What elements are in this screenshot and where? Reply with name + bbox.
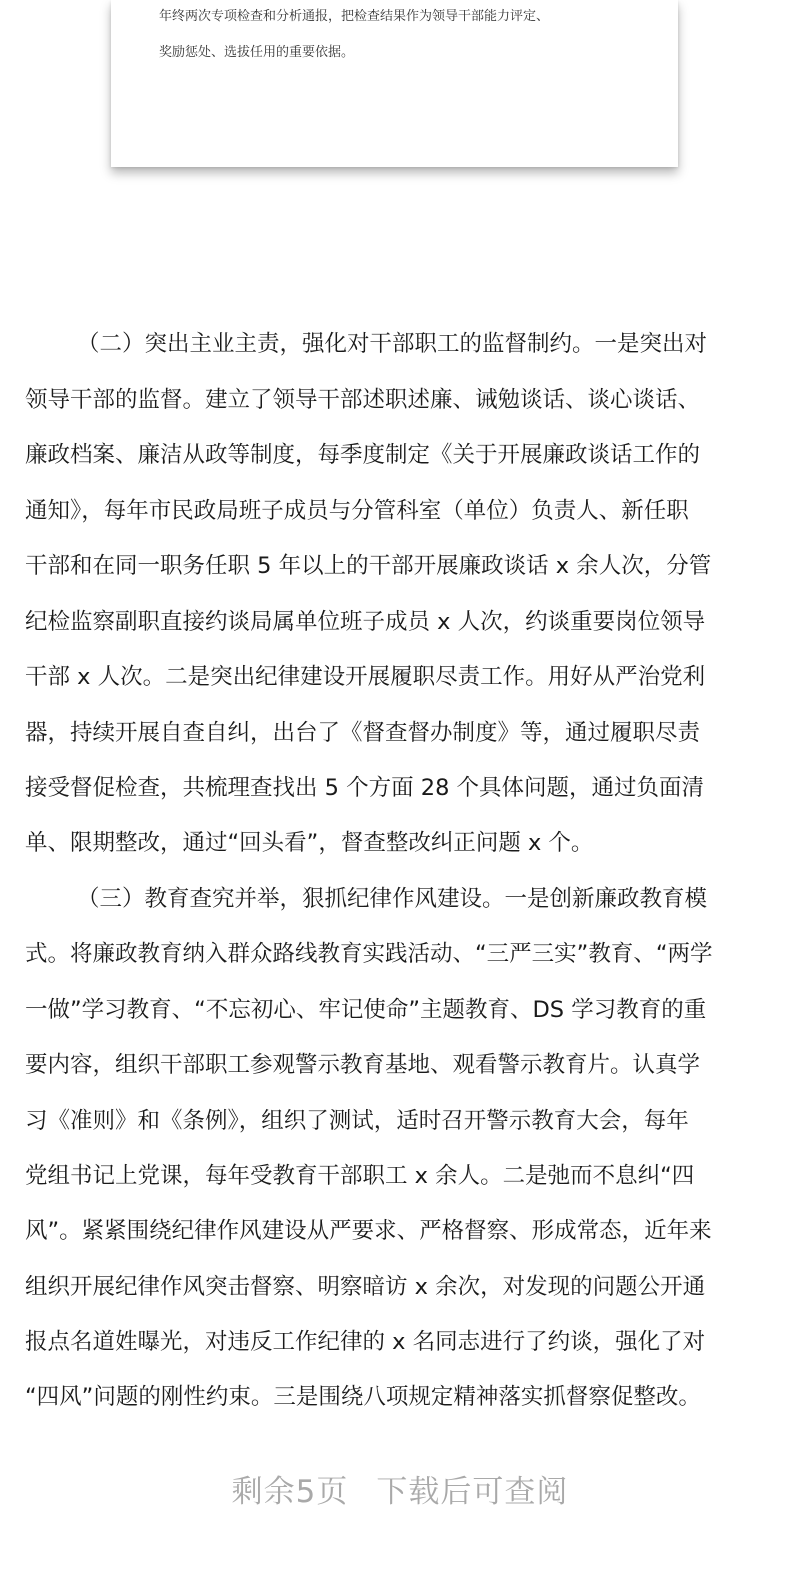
paragraph-line: （二）突出主业主责，强化对干部职工的监督制约。一是突出对 xyxy=(77,331,708,357)
paragraph-line: 习《准则》和《条例》，组织了测试，适时召开警示教育大会，每年 xyxy=(25,1108,689,1134)
paragraph-line: “四风”问题的刚性约束。三是围绕八项规定精神落实抓督察促整改。 xyxy=(25,1384,701,1410)
download-more-prompt[interactable] xyxy=(0,1472,800,1512)
paragraph-line: 廉政档案、廉洁从政等制度，每季度制定《关于开展廉政谈话工作的 xyxy=(25,442,701,468)
paragraph-line: 纪检监察副职直接约谈局属单位班子成员 x 人次，约谈重要岗位领导 xyxy=(25,609,706,635)
document-page-preview xyxy=(111,0,678,167)
card-text-line: 奖励惩处、选拔任用的重要依据。 xyxy=(159,45,355,60)
paragraph-line: 式。将廉政教育纳入群众路线教育实践活动、“三严三实”教育、“两学 xyxy=(25,941,713,967)
download-to-view-label: 下载后可查阅 xyxy=(376,1474,569,1510)
paragraph-line: 组织开展纪律作风突击督察、明察暗访 x 余次，对发现的问题公开通 xyxy=(25,1274,706,1300)
paragraph-line: 一做”学习教育、“不忘初心、牢记使命”主题教育、DS 学习教育的重 xyxy=(25,997,707,1023)
paragraph-line: 风”。紧紧围绕纪律作风建设从严要求、严格督察、形成常态，近年来 xyxy=(25,1218,712,1244)
card-text-line: 年终两次专项检查和分析通报，把检查结果作为领导干部能力评定、 xyxy=(159,9,550,24)
paragraph-line: 党组书记上党课，每年受教育干部职工 x 余人。二是弛而不息纠“四 xyxy=(25,1163,695,1189)
paragraph-line: 干部 x 人次。二是突出纪律建设开展履职尽责工作。用好从严治党利 xyxy=(25,664,706,690)
paragraph-line: （三）教育查究并举，狠抓纪律作风建设。一是创新廉政教育模 xyxy=(77,886,708,912)
paragraph-line: 单、限期整改，通过“回头看”，督查整改纠正问题 x 个。 xyxy=(25,830,594,856)
paragraph-line: 要内容，组织干部职工参观警示教育基地、观看警示教育片。认真学 xyxy=(25,1052,701,1078)
remaining-pages-label: 剩余5页 xyxy=(231,1474,349,1510)
paragraph-line: 干部和在同一职务任职 5 年以上的干部开展廉政谈话 x 余人次，分管 xyxy=(25,553,712,579)
paragraph-line: 接受督促检查，共梳理查找出 5 个方面 28 个具体问题，通过负面清 xyxy=(25,775,705,801)
paragraph-line: 领导干部的监督。建立了领导干部述职述廉、诫勉谈话、谈心谈话、 xyxy=(25,387,701,413)
paragraph-line: 器，持续开展自查自纠，出台了《督查督办制度》等，通过履职尽责 xyxy=(25,720,701,746)
paragraph-line: 报点名道姓曝光，对违反工作纪律的 x 名同志进行了约谈，强化了对 xyxy=(25,1329,706,1355)
paragraph-line: 通知》，每年市民政局班子成员与分管科室（单位）负责人、新任职 xyxy=(25,498,689,524)
